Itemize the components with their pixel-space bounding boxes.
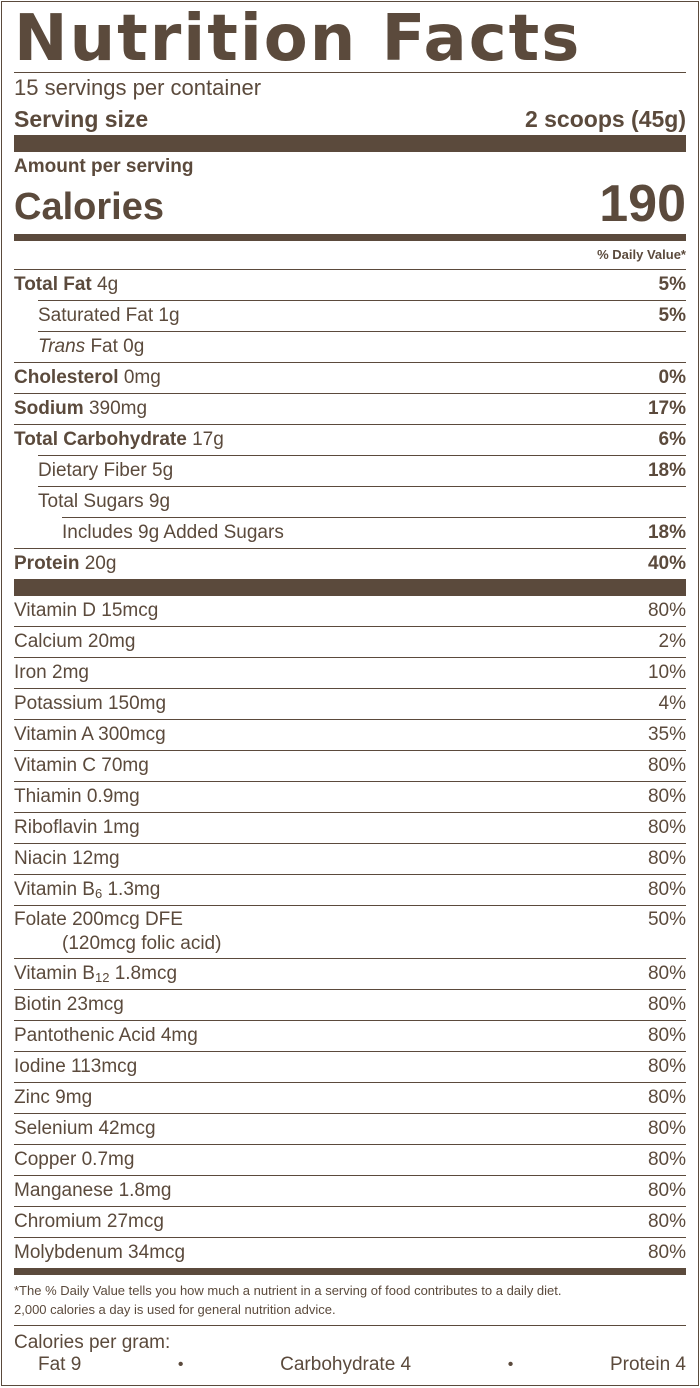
nutrient-name: Sodium <box>14 398 84 419</box>
calories-per-gram-label: Calories per gram: <box>14 1332 171 1353</box>
vitamin-name: Riboflavin 1mg <box>14 817 140 838</box>
vitamin-subscript: 6 <box>94 886 103 901</box>
vitamin-row <box>14 750 686 781</box>
vitamin-row <box>14 688 686 719</box>
vitamin-dv: 80% <box>647 1180 686 1201</box>
nutrient-dv: 5% <box>658 305 686 326</box>
vitamin-name-prefix: Vitamin B <box>14 879 95 900</box>
calories-label: Calories <box>14 186 164 228</box>
nutrient-row-total-sugars <box>38 486 686 517</box>
nutrient-dv: 18% <box>647 522 686 543</box>
bullet-separator: • <box>507 1356 514 1373</box>
vitamin-dv: 80% <box>647 1211 686 1232</box>
vitamin-name: Thiamin 0.9mg <box>14 786 140 807</box>
vitamin-row <box>14 626 686 657</box>
vitamin-dv: 80% <box>647 1056 686 1077</box>
vitamin-name <box>14 879 160 901</box>
nutrition-facts-label <box>1 1 699 1386</box>
nutrient-dv: 17% <box>647 398 686 419</box>
nutrient-row-added-sugars <box>62 517 686 548</box>
nutrient-row-total-fat <box>14 269 686 300</box>
amount-per-serving: Amount per serving <box>14 156 194 177</box>
vitamin-row <box>14 989 686 1020</box>
vitamin-dv: 50% <box>647 909 686 930</box>
nutrient-row-dietary-fiber <box>38 455 686 486</box>
nutrient-name: Total Sugars <box>38 491 144 512</box>
vitamin-dv: 80% <box>647 848 686 869</box>
vitamin-row <box>14 657 686 688</box>
vitamin-row <box>14 781 686 812</box>
vitamin-name: Niacin 12mg <box>14 848 120 869</box>
daily-value-header: % Daily Value* <box>597 247 686 262</box>
thick-divider <box>14 135 686 152</box>
vitamin-name-suffix: 1.3mg <box>102 879 161 900</box>
footnote-line-1: *The % Daily Value tells you how much a nutrient in a serving of food contributes to a daily diet. <box>14 1283 562 1298</box>
vitamin-row <box>14 1144 686 1175</box>
vitamin-name: Manganese 1.8mg <box>14 1180 172 1201</box>
serving-size-value: 2 scoops (45g) <box>524 106 686 132</box>
nutrient-name: Total Fat <box>14 274 92 295</box>
nutrient-amount: 0mg <box>123 367 161 388</box>
footnote <box>14 1275 686 1325</box>
nutrient-row-sodium <box>14 393 686 424</box>
vitamin-dv: 80% <box>647 755 686 776</box>
vitamin-row <box>14 812 686 843</box>
footnote-line-2: 2,000 calories a day is used for general nutrition advice. <box>14 1302 336 1317</box>
vitamin-row <box>14 958 686 989</box>
vitamin-dv: 80% <box>647 879 686 900</box>
vitamin-dv: 80% <box>647 1087 686 1108</box>
nutrient-amount: 9g <box>148 491 171 512</box>
vitamin-row <box>14 1051 686 1082</box>
vitamin-row <box>14 1020 686 1051</box>
vitamin-dv: 80% <box>647 1025 686 1046</box>
vitamin-name-prefix: Vitamin B <box>14 963 95 984</box>
nutrient-amount: 5g <box>152 460 174 481</box>
vitamin-row <box>14 1175 686 1206</box>
vitamin-name: Iron 2mg <box>14 662 89 683</box>
nutrient-amount: 17g <box>192 429 224 450</box>
vitamin-row <box>14 1237 686 1268</box>
vitamin-name: Zinc 9mg <box>14 1087 93 1108</box>
nutrient-dv: 6% <box>658 429 686 450</box>
vitamin-name: Biotin 23mcg <box>14 994 124 1015</box>
nutrient-amount: 390mg <box>88 398 148 419</box>
vitamin-dv: 10% <box>647 662 686 683</box>
nutrient-name: Cholesterol <box>14 367 119 388</box>
vitamin-dv: 35% <box>647 724 686 745</box>
vitamin-dv: 80% <box>647 963 686 984</box>
nutrient-row-total-carbohydrate <box>14 424 686 455</box>
calories-row <box>14 175 686 233</box>
nutrient-row-protein <box>14 548 686 579</box>
serving-size-row <box>14 103 686 135</box>
thick-divider <box>14 579 686 596</box>
vitamin-dv: 80% <box>647 994 686 1015</box>
bullet-separator: • <box>177 1356 184 1373</box>
nutrient-name: Saturated Fat <box>38 305 154 326</box>
nutrient-name: Protein <box>14 553 80 574</box>
vitamin-row <box>14 1113 686 1144</box>
vitamin-row <box>14 596 686 626</box>
nutrient-amount: 4g <box>97 274 119 295</box>
medium-divider <box>14 1268 686 1275</box>
nutrient-dv: 5% <box>658 274 686 295</box>
vitamin-name-main: Folate 200mcg DFE <box>14 909 183 930</box>
vitamin-name: Molybdenum 34mcg <box>14 1242 186 1263</box>
vitamin-name: Potassium 150mg <box>14 693 167 714</box>
folate-sub-line: (120mcg folic acid) <box>62 933 222 954</box>
nutrient-name: Total Carbohydrate <box>14 429 187 450</box>
cpg-carbohydrate: Carbohydrate 4 <box>280 1354 412 1375</box>
nutrient-dv: 40% <box>647 553 686 574</box>
vitamin-dv: 80% <box>647 1118 686 1139</box>
calories-per-gram-row <box>14 1354 686 1376</box>
nutrient-name: Includes 9g Added Sugars <box>62 522 284 543</box>
vitamin-name: Selenium 42mcg <box>14 1118 156 1139</box>
vitamin-dv: 80% <box>647 786 686 807</box>
nutrient-dv: 18% <box>647 460 686 481</box>
vitamin-name: Vitamin D 15mcg <box>14 600 159 621</box>
serving-size-label: Serving size <box>14 106 149 132</box>
vitamin-name: Iodine 113mcg <box>14 1056 138 1077</box>
nutrient-name: Trans <box>38 336 86 357</box>
vitamin-subscript: 12 <box>94 970 110 985</box>
vitamin-row <box>14 719 686 750</box>
label-title: Nutrition Facts <box>14 2 582 76</box>
vitamin-name: Vitamin A 300mcg <box>14 724 166 745</box>
servings-per-container: 15 servings per container <box>14 75 262 100</box>
nutrient-amount: 1g <box>158 305 180 326</box>
nutrient-row-cholesterol <box>14 362 686 393</box>
vitamin-dv: 2% <box>658 631 686 652</box>
cpg-fat: Fat 9 <box>38 1354 82 1375</box>
vitamin-name: Pantothenic Acid 4mg <box>14 1025 198 1046</box>
vitamin-dv: 80% <box>647 1242 686 1263</box>
vitamin-name: Copper 0.7mg <box>14 1149 135 1170</box>
vitamin-name <box>14 908 221 956</box>
vitamin-name <box>14 963 177 985</box>
nutrient-dv: 0% <box>658 367 686 388</box>
vitamin-name: Vitamin C 70mg <box>14 755 149 776</box>
cpg-protein: Protein 4 <box>609 1354 686 1375</box>
nutrient-amount: Fat 0g <box>90 336 145 357</box>
vitamin-row <box>14 1206 686 1237</box>
vitamin-row <box>14 843 686 874</box>
calories-value: 190 <box>599 175 686 233</box>
nutrient-row-saturated-fat <box>38 300 686 331</box>
nutrient-name: Dietary Fiber <box>38 460 147 481</box>
vitamin-dv: 80% <box>647 817 686 838</box>
medium-divider <box>14 234 686 241</box>
vitamin-name-suffix: 1.8mcg <box>109 963 178 984</box>
vitamin-row <box>14 874 686 905</box>
vitamin-dv: 4% <box>658 693 686 714</box>
vitamin-dv: 80% <box>647 600 686 621</box>
vitamin-dv: 80% <box>647 1149 686 1170</box>
vitamin-name: Calcium 20mg <box>14 631 136 652</box>
vitamin-name: Chromium 27mcg <box>14 1211 164 1232</box>
nutrient-amount: 20g <box>84 553 117 574</box>
vitamin-row <box>14 1082 686 1113</box>
vitamin-row-folate <box>14 905 686 958</box>
nutrient-row-trans-fat <box>38 331 686 362</box>
